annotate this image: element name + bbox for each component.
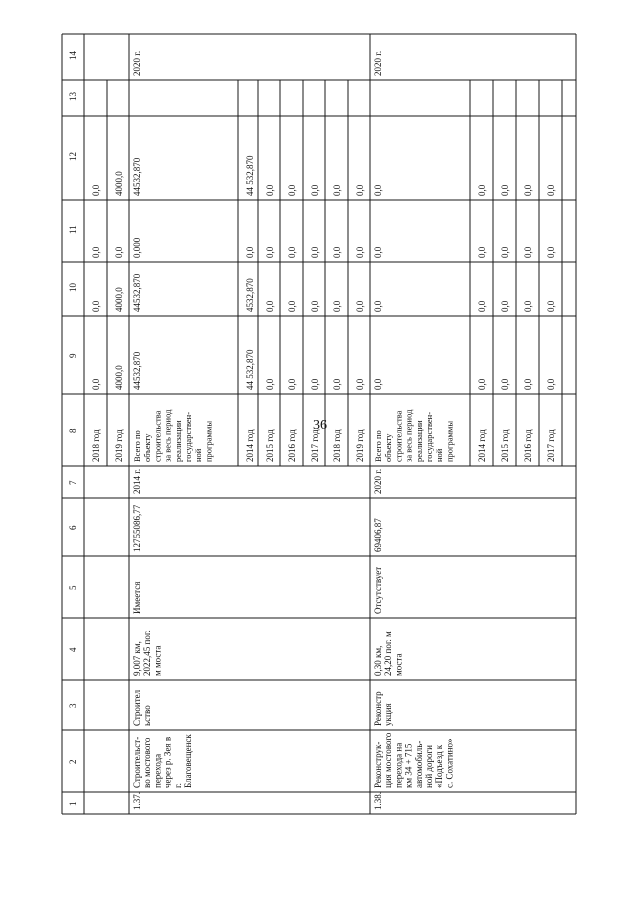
row-1-37-year-c10: 0,0 — [355, 300, 365, 312]
row-1-38-year-c12: 0,0 — [523, 184, 533, 196]
row-1-37-year-c10: 0,0 — [287, 300, 297, 312]
row-1-38-year-c10: 0,0 — [500, 300, 510, 312]
row-1-38-year-label: 2017 год — [546, 429, 556, 462]
row-1-38-year-c12: 0,0 — [546, 184, 556, 196]
row-1-37-year-c10: 0,0 — [332, 300, 342, 312]
carry-c9-value: 0,0 — [91, 378, 101, 390]
row-1-38-year-c12: 0,0 — [477, 184, 487, 196]
carry-c10-value: 0,0 — [91, 300, 101, 312]
row-1-38-year-c11: 0,0 — [546, 246, 556, 258]
column-number-7: 7 — [68, 480, 78, 485]
row-1-37-work-type: Строительство — [132, 689, 153, 726]
column-number-4: 4 — [68, 647, 78, 652]
row-1-37-total-c9: 44532,870 — [132, 351, 142, 390]
carry-c11-value: 0,0 — [91, 246, 101, 258]
row-1-37-year-c11: 0,0 — [245, 246, 255, 258]
row-1-38-object-name: Реконструк-ция мостовогоперехода накм 34 + 715автомобиль-ной дороги«Подъезд кс. Сохатино» — [373, 732, 455, 788]
row-1-38-design-docs: Отсутствует — [373, 566, 383, 614]
row-1-37-year-c12: 44 532,870 — [245, 155, 255, 196]
carry-year-label: 2018 год — [91, 429, 101, 462]
row-1-37-year-c9: 0,0 — [265, 378, 275, 390]
column-number-1: 1 — [68, 801, 78, 806]
row-1-37-total-c12: 44532,870 — [132, 157, 142, 196]
row-1-37-year-c12: 0,0 — [265, 184, 275, 196]
row-1-38-end-year: 2020 г. — [373, 50, 383, 76]
row-1-38-year-c9: 0,0 — [546, 378, 556, 390]
row-1-38-year-c10: 0,0 — [546, 300, 556, 312]
row-1-37-year-c9: 0,0 — [355, 378, 365, 390]
row-1-38-year-label: 2016 год — [523, 429, 533, 462]
row-1-38-year-c11: 0,0 — [500, 246, 510, 258]
row-1-38-year-c12: 0,0 — [500, 184, 510, 196]
carry-c12-value: 0,0 — [91, 184, 101, 196]
row-1-38-year-label: 2014 год — [477, 429, 487, 462]
column-number-2: 2 — [68, 759, 78, 764]
row-1-37-year-c12: 0,0 — [355, 184, 365, 196]
carry-c9-value: 4000,0 — [114, 365, 124, 390]
carry-year-label: 2019 год — [114, 429, 124, 462]
carry-c10-value: 4000,0 — [114, 287, 124, 312]
column-number-11: 11 — [68, 225, 78, 234]
row-1-37-year-c11: 0,0 — [310, 246, 320, 258]
column-number-5: 5 — [68, 585, 78, 590]
row-1-37-total-c10: 44532,870 — [132, 273, 142, 312]
row-1-37-number: 1.37. — [132, 792, 142, 810]
row-1-38-year-c9: 0,0 — [477, 378, 487, 390]
row-1-38-total-c11: 0,0 — [373, 246, 383, 258]
row-1-38-year-c9: 0,0 — [523, 378, 533, 390]
table-text — [68, 51, 556, 811]
row-1-37-capacity: 9,007 км,2022,45 пог.м моста — [132, 630, 163, 676]
carry-c11-value: 0,0 — [114, 246, 124, 258]
row-1-37-start-year: 2014 г. — [132, 468, 142, 494]
row-1-38-number: 1.38. — [373, 792, 383, 810]
row-1-37-year-c10: 4532,870 — [245, 278, 255, 312]
column-number-9: 9 — [68, 353, 78, 358]
page-number: 36 — [313, 418, 327, 433]
row-1-37-year-c10: 0,0 — [310, 300, 320, 312]
row-1-37-end-year: 2020 г. — [132, 50, 142, 76]
row-1-37-year-c11: 0,0 — [355, 246, 365, 258]
row-1-37-year-c12: 0,0 — [310, 184, 320, 196]
column-number-14: 14 — [68, 51, 78, 60]
row-1-38-year-c11: 0,0 — [523, 246, 533, 258]
row-1-37-estimated-cost: 12755086,77 — [132, 504, 142, 552]
row-1-38-total-c9: 0,0 — [373, 378, 383, 390]
row-1-37-year-c11: 0,0 — [332, 246, 342, 258]
row-1-37-year-label: 2014 год — [245, 429, 255, 462]
column-number-10: 10 — [68, 283, 78, 292]
row-1-37-year-c12: 0,0 — [287, 184, 297, 196]
column-number-8: 8 — [68, 428, 78, 433]
row-1-38-year-c11: 0,0 — [477, 246, 487, 258]
row-1-37-year-c9: 0,0 — [332, 378, 342, 390]
row-1-38-year-c10: 0,0 — [523, 300, 533, 312]
column-number-3: 3 — [68, 703, 78, 708]
row-1-37-year-c12: 0,0 — [332, 184, 342, 196]
row-1-37-design-docs: Имеется — [132, 581, 142, 614]
row-1-38-year-c9: 0,0 — [500, 378, 510, 390]
row-1-38-work-type: Реконструкция — [373, 691, 394, 726]
row-1-37-year-label: 2018 год — [332, 429, 342, 462]
row-1-37-year-label: 2019 год — [355, 429, 365, 462]
row-1-38-total-label: Всего пообъектустроительстваза весь периодреализациигосударствен-нойпрограммы — [373, 409, 455, 462]
row-1-37-total-c11: 0,000 — [132, 237, 142, 258]
row-1-37-year-c9: 0,0 — [287, 378, 297, 390]
column-number-13: 13 — [68, 92, 78, 101]
row-1-38-start-year: 2020 г. — [373, 468, 383, 494]
row-1-37-object-name: Строительст-во мостовогопереходачерез р. Зея вг.Благовещенск — [132, 734, 193, 788]
row-1-37-year-c11: 0,0 — [287, 246, 297, 258]
row-1-38-total-c12: 0,0 — [373, 184, 383, 196]
row-1-37-year-c10: 0,0 — [265, 300, 275, 312]
row-1-37-year-c11: 0,0 — [265, 246, 275, 258]
row-1-38-year-c10: 0,0 — [477, 300, 487, 312]
row-1-37-year-c9: 0,0 — [310, 378, 320, 390]
column-number-12: 12 — [68, 152, 78, 161]
row-1-37-total-label: Всего пообъектустроительстваза весь периодреализациигосударствен-нойпрограммы — [132, 409, 214, 462]
row-1-37-year-label: 2017 год — [310, 429, 320, 462]
row-1-37-year-label: 2015 год — [265, 429, 275, 462]
row-1-37-year-c9: 44 532,870 — [245, 349, 255, 390]
row-1-38-capacity: 0,30 км,24,20 пог. ммоста — [373, 631, 404, 676]
row-1-38-total-c10: 0,0 — [373, 300, 383, 312]
row-1-38-estimated-cost: 69406,87 — [373, 518, 383, 552]
row-1-37-year-label: 2016 год — [287, 429, 297, 462]
row-1-38-year-label: 2015 год — [500, 429, 510, 462]
column-number-6: 6 — [68, 525, 78, 530]
carry-c12-value: 4000,0 — [114, 171, 124, 196]
